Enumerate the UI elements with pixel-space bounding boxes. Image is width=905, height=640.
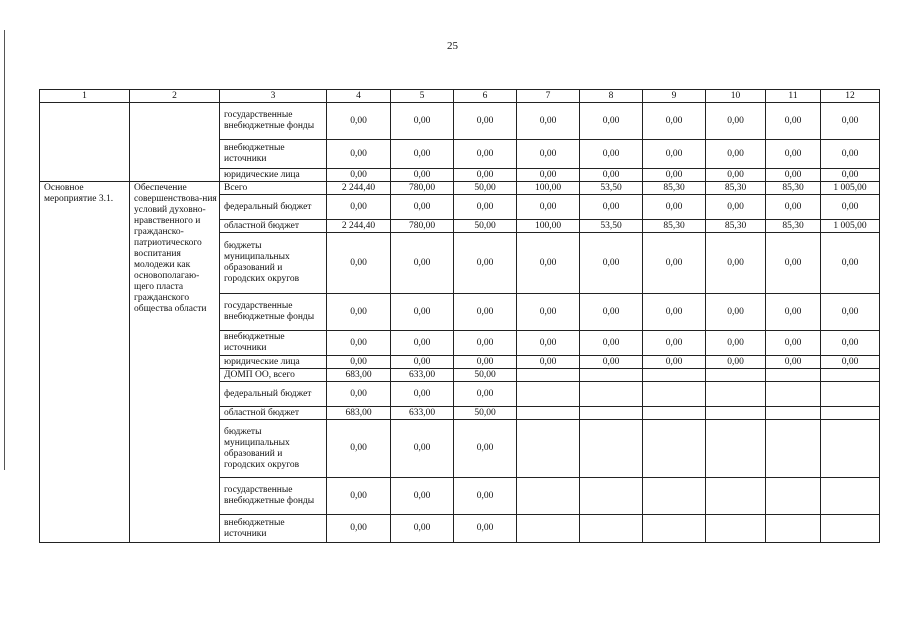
value-cell: 0,00 xyxy=(643,195,706,220)
empty-cell xyxy=(643,407,706,420)
value-cell: 0,00 xyxy=(391,382,454,407)
funding-source: юридические лица xyxy=(220,356,327,369)
value-cell: 0,00 xyxy=(517,140,580,169)
funding-source: областной бюджет xyxy=(220,407,327,420)
value-cell: 0,00 xyxy=(706,233,766,294)
header-row xyxy=(40,90,880,103)
value-cell: 0,00 xyxy=(821,140,880,169)
empty-cell xyxy=(517,382,580,407)
value-cell: 0,00 xyxy=(766,233,821,294)
empty-cell xyxy=(643,420,706,478)
value-cell: 0,00 xyxy=(766,169,821,182)
value-cell: 0,00 xyxy=(766,103,821,140)
measure-name: Основное мероприятие 3.1. xyxy=(40,182,130,543)
value-cell: 0,00 xyxy=(327,515,391,543)
table-row xyxy=(40,103,880,140)
empty-cell xyxy=(643,515,706,543)
value-cell: 2 244,40 xyxy=(327,220,391,233)
value-cell: 0,00 xyxy=(391,195,454,220)
funding-source: внебюджетные источники xyxy=(220,140,327,169)
empty-cell xyxy=(580,369,643,382)
column-header: 5 xyxy=(391,90,454,103)
value-cell: 0,00 xyxy=(766,140,821,169)
value-cell: 0,00 xyxy=(706,356,766,369)
value-cell: 780,00 xyxy=(391,220,454,233)
value-cell: 0,00 xyxy=(643,140,706,169)
empty-cell xyxy=(517,420,580,478)
value-cell: 0,00 xyxy=(643,103,706,140)
value-cell: 0,00 xyxy=(454,103,517,140)
value-cell: 0,00 xyxy=(327,420,391,478)
value-cell: 0,00 xyxy=(454,140,517,169)
value-cell: 0,00 xyxy=(327,356,391,369)
empty-cell xyxy=(580,515,643,543)
empty-cell xyxy=(643,382,706,407)
value-cell: 0,00 xyxy=(391,233,454,294)
value-cell: 0,00 xyxy=(517,169,580,182)
funding-source: внебюджетные источники xyxy=(220,331,327,356)
value-cell: 0,00 xyxy=(643,169,706,182)
empty-cell xyxy=(643,369,706,382)
value-cell: 0,00 xyxy=(821,195,880,220)
empty-cell xyxy=(766,407,821,420)
empty-cell xyxy=(580,420,643,478)
empty-cell xyxy=(130,103,220,182)
column-header: 7 xyxy=(517,90,580,103)
value-cell: 683,00 xyxy=(327,369,391,382)
empty-cell xyxy=(766,420,821,478)
empty-cell xyxy=(821,515,880,543)
value-cell: 85,30 xyxy=(766,182,821,195)
funding-source: областной бюджет xyxy=(220,220,327,233)
empty-cell xyxy=(706,515,766,543)
value-cell: 0,00 xyxy=(706,195,766,220)
value-cell: 85,30 xyxy=(706,220,766,233)
value-cell: 0,00 xyxy=(454,331,517,356)
value-cell: 0,00 xyxy=(580,140,643,169)
empty-cell xyxy=(766,369,821,382)
column-header: 2 xyxy=(130,90,220,103)
value-cell: 0,00 xyxy=(766,294,821,331)
value-cell: 0,00 xyxy=(766,195,821,220)
value-cell: 0,00 xyxy=(454,233,517,294)
value-cell: 0,00 xyxy=(391,420,454,478)
value-cell: 0,00 xyxy=(454,382,517,407)
value-cell: 0,00 xyxy=(706,169,766,182)
value-cell: 0,00 xyxy=(766,331,821,356)
empty-cell xyxy=(706,369,766,382)
value-cell: 0,00 xyxy=(327,103,391,140)
column-header: 3 xyxy=(220,90,327,103)
value-cell: 0,00 xyxy=(327,331,391,356)
value-cell: 0,00 xyxy=(454,515,517,543)
value-cell: 85,30 xyxy=(643,182,706,195)
value-cell: 0,00 xyxy=(643,233,706,294)
value-cell: 0,00 xyxy=(327,233,391,294)
column-header: 6 xyxy=(454,90,517,103)
funding-source: внебюджетные источники xyxy=(220,515,327,543)
value-cell: 50,00 xyxy=(454,182,517,195)
value-cell: 0,00 xyxy=(327,140,391,169)
value-cell: 0,00 xyxy=(706,331,766,356)
empty-cell xyxy=(766,382,821,407)
value-cell: 0,00 xyxy=(391,140,454,169)
empty-cell xyxy=(580,407,643,420)
empty-cell xyxy=(580,478,643,515)
value-cell: 0,00 xyxy=(327,478,391,515)
binding-margin-line xyxy=(4,30,5,470)
value-cell: 0,00 xyxy=(517,331,580,356)
empty-cell xyxy=(821,478,880,515)
value-cell: 0,00 xyxy=(391,478,454,515)
value-cell: 85,30 xyxy=(766,220,821,233)
funding-source: федеральный бюджет xyxy=(220,382,327,407)
column-header: 12 xyxy=(821,90,880,103)
value-cell: 0,00 xyxy=(391,331,454,356)
empty-cell xyxy=(706,478,766,515)
empty-cell xyxy=(580,382,643,407)
funding-source: Всего xyxy=(220,182,327,195)
value-cell: 0,00 xyxy=(706,140,766,169)
funding-source: юридические лица xyxy=(220,169,327,182)
empty-cell xyxy=(706,382,766,407)
value-cell: 0,00 xyxy=(766,356,821,369)
value-cell: 0,00 xyxy=(580,195,643,220)
funding-source: бюджеты муниципальных образований и городских округов xyxy=(220,233,327,294)
funding-source: бюджеты муниципальных образований и городских округов xyxy=(220,420,327,478)
value-cell: 0,00 xyxy=(517,195,580,220)
empty-cell xyxy=(766,515,821,543)
value-cell: 0,00 xyxy=(821,233,880,294)
value-cell: 780,00 xyxy=(391,182,454,195)
value-cell: 0,00 xyxy=(391,169,454,182)
value-cell: 1 005,00 xyxy=(821,182,880,195)
value-cell: 0,00 xyxy=(580,356,643,369)
value-cell: 0,00 xyxy=(821,169,880,182)
value-cell: 100,00 xyxy=(517,182,580,195)
value-cell: 0,00 xyxy=(580,169,643,182)
value-cell: 0,00 xyxy=(821,356,880,369)
value-cell: 85,30 xyxy=(706,182,766,195)
column-header: 10 xyxy=(706,90,766,103)
column-header: 4 xyxy=(327,90,391,103)
value-cell: 0,00 xyxy=(643,331,706,356)
empty-cell xyxy=(706,407,766,420)
value-cell: 0,00 xyxy=(580,331,643,356)
value-cell: 0,00 xyxy=(821,331,880,356)
budget-table xyxy=(39,89,880,543)
empty-cell xyxy=(821,369,880,382)
value-cell: 0,00 xyxy=(821,103,880,140)
value-cell: 50,00 xyxy=(454,369,517,382)
value-cell: 2 244,40 xyxy=(327,182,391,195)
table-row xyxy=(40,182,880,195)
value-cell: 0,00 xyxy=(580,103,643,140)
funding-source: государственные внебюджетные фонды xyxy=(220,294,327,331)
value-cell: 0,00 xyxy=(454,356,517,369)
value-cell: 53,50 xyxy=(580,220,643,233)
value-cell: 0,00 xyxy=(454,195,517,220)
value-cell: 50,00 xyxy=(454,220,517,233)
value-cell: 0,00 xyxy=(454,169,517,182)
empty-cell xyxy=(517,369,580,382)
value-cell: 0,00 xyxy=(454,294,517,331)
empty-cell xyxy=(517,407,580,420)
value-cell: 633,00 xyxy=(391,407,454,420)
value-cell: 1 005,00 xyxy=(821,220,880,233)
column-header: 11 xyxy=(766,90,821,103)
empty-cell xyxy=(821,420,880,478)
value-cell: 0,00 xyxy=(327,382,391,407)
measure-description: Обеспечение совершенствова-ния условий духовно-нравственного и гражданско-патриотического воспитания молодежи как основополагаю-щего пласта гражданского общества области xyxy=(130,182,220,543)
value-cell: 85,30 xyxy=(643,220,706,233)
value-cell: 0,00 xyxy=(517,103,580,140)
value-cell: 50,00 xyxy=(454,407,517,420)
funding-source: ДОМП ОО, всего xyxy=(220,369,327,382)
empty-cell xyxy=(643,478,706,515)
empty-cell xyxy=(766,478,821,515)
value-cell: 0,00 xyxy=(643,294,706,331)
value-cell: 0,00 xyxy=(391,294,454,331)
value-cell: 0,00 xyxy=(517,233,580,294)
value-cell: 0,00 xyxy=(391,356,454,369)
value-cell: 0,00 xyxy=(391,103,454,140)
empty-cell xyxy=(517,515,580,543)
value-cell: 0,00 xyxy=(517,356,580,369)
value-cell: 633,00 xyxy=(391,369,454,382)
funding-source: государственные внебюджетные фонды xyxy=(220,103,327,140)
value-cell: 0,00 xyxy=(821,294,880,331)
column-header: 1 xyxy=(40,90,130,103)
empty-cell xyxy=(821,407,880,420)
value-cell: 100,00 xyxy=(517,220,580,233)
value-cell: 0,00 xyxy=(454,478,517,515)
value-cell: 683,00 xyxy=(327,407,391,420)
empty-cell xyxy=(821,382,880,407)
value-cell: 0,00 xyxy=(391,515,454,543)
value-cell: 0,00 xyxy=(580,294,643,331)
value-cell: 0,00 xyxy=(706,294,766,331)
value-cell: 0,00 xyxy=(327,169,391,182)
funding-source: федеральный бюджет xyxy=(220,195,327,220)
column-header: 9 xyxy=(643,90,706,103)
value-cell: 0,00 xyxy=(643,356,706,369)
page-number: 25 xyxy=(447,40,458,52)
funding-source: государственные внебюджетные фонды xyxy=(220,478,327,515)
value-cell: 53,50 xyxy=(580,182,643,195)
column-header: 8 xyxy=(580,90,643,103)
empty-cell xyxy=(40,103,130,182)
value-cell: 0,00 xyxy=(580,233,643,294)
value-cell: 0,00 xyxy=(327,294,391,331)
value-cell: 0,00 xyxy=(706,103,766,140)
value-cell: 0,00 xyxy=(454,420,517,478)
value-cell: 0,00 xyxy=(327,195,391,220)
empty-cell xyxy=(706,420,766,478)
value-cell: 0,00 xyxy=(517,294,580,331)
empty-cell xyxy=(517,478,580,515)
